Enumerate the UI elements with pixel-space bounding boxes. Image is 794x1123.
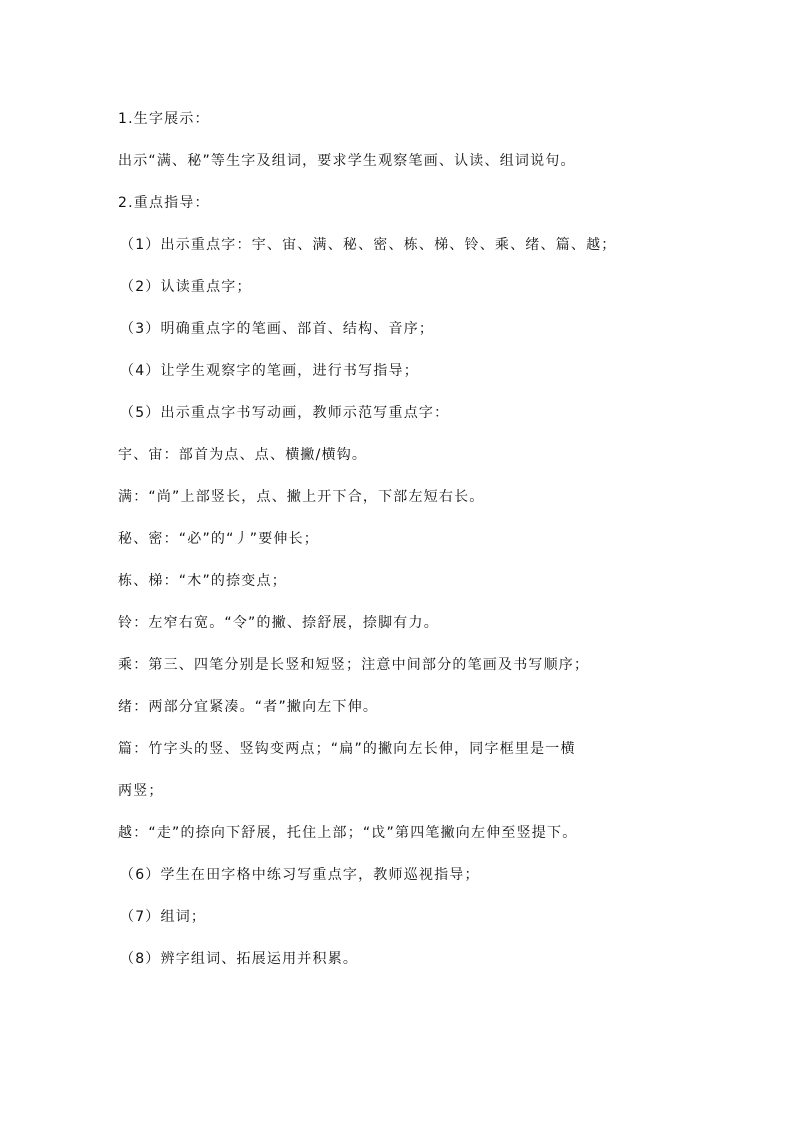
list-item-1: （1）出示重点字：宇、宙、满、秘、密、栋、梯、铃、乘、绪、篇、越；: [120, 237, 617, 253]
character-note: 铃：左窄右宽。“令”的撇、捺舒展，捺脚有力。: [118, 615, 439, 631]
character-note: 篇：竹字头的竖、竖钩变两点；“扁”的撇向左长伸，同字框里是一横: [118, 741, 576, 757]
list-item-3: （3）明确重点字的笔画、部首、结构、音序；: [120, 321, 435, 337]
paragraph-line: 出示“满、秘”等生字及组词，要求学生观察笔画、认读、组词说句。: [118, 153, 576, 169]
character-note: 栋、梯：“木”的捺变点；: [118, 573, 287, 589]
list-item-7: （7）组词；: [120, 909, 207, 925]
character-note: 宇、宙：部首为点、点、横撇/横钩。: [118, 447, 368, 463]
list-item-4: （4）让学生观察字的笔画，进行书写指导；: [120, 363, 419, 379]
list-item-2: （2）认读重点字；: [120, 279, 252, 295]
list-item-6: （6）学生在田字格中练习写重点字，教师巡视指导；: [120, 867, 480, 883]
list-item-8: （8）辨字组词、拓展运用并积累。: [120, 951, 359, 967]
section-heading-1: 1.生字展示：: [118, 111, 210, 127]
list-item-5: （5）出示重点字书写动画，教师示范写重点字：: [120, 405, 450, 421]
character-note: 绪：两部分宜紧凑。“者”撇向左下伸。: [118, 699, 379, 715]
character-note-continued: 两竖；: [118, 783, 164, 799]
character-note: 满：“尚”上部竖长，点、撇上开下合，下部左短右长。: [118, 489, 485, 505]
character-note: 乘：第三、四笔分别是长竖和短竖；注意中间部分的笔画及书写顺序；: [118, 657, 590, 673]
character-note: 秘、密：“必”的“丿”要伸长；: [118, 531, 320, 547]
character-note: 越：“走”的捺向下舒展，托住上部；“戉”第四笔撇向左伸至竖提下。: [118, 825, 578, 841]
section-heading-2: 2.重点指导：: [118, 195, 210, 211]
